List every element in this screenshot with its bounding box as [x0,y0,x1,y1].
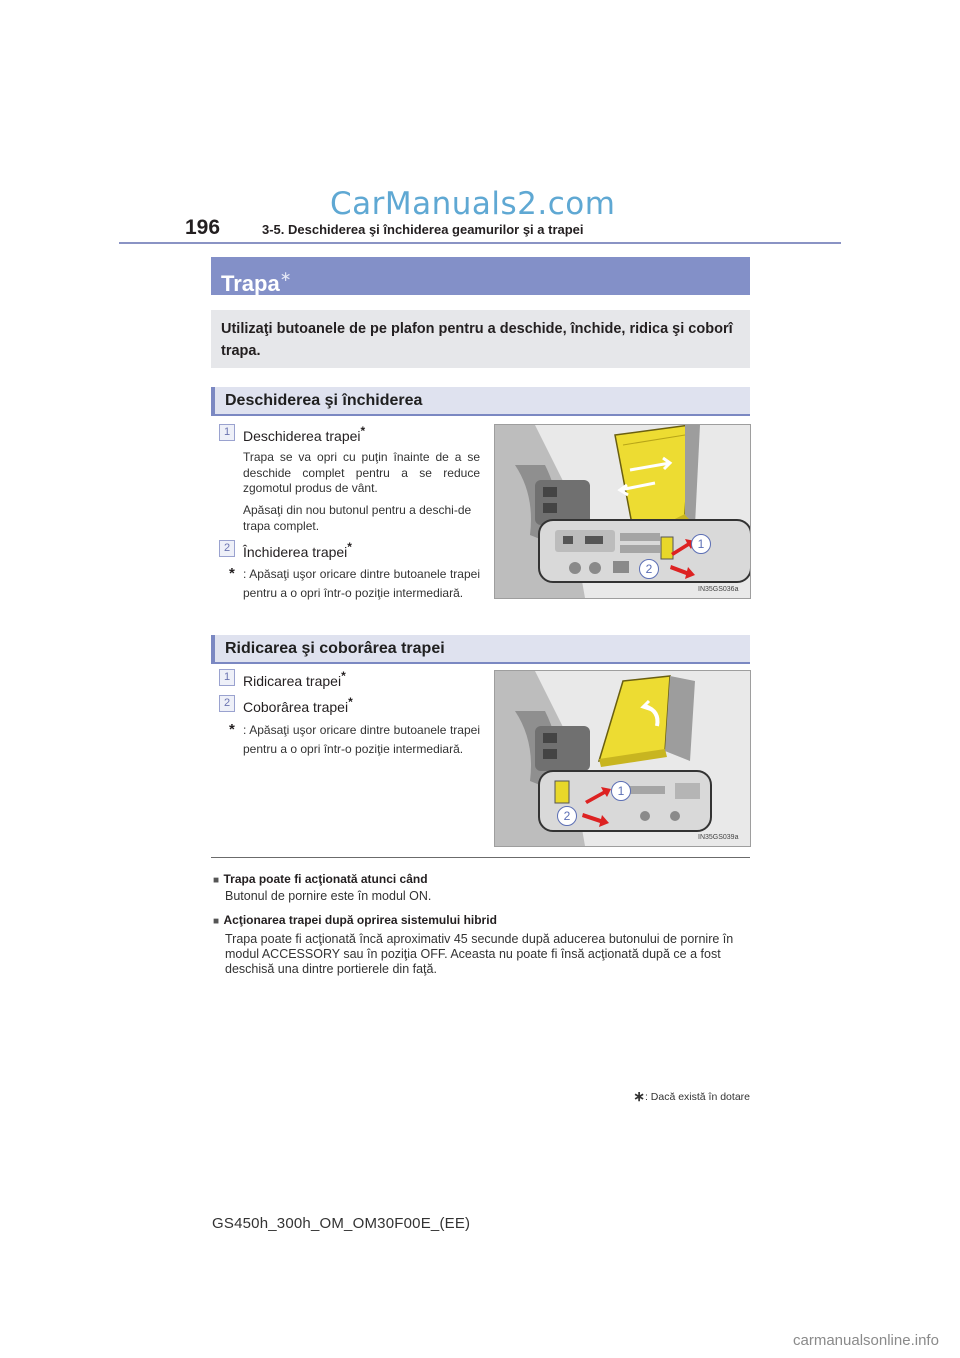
watermark-logo: CarManuals2.com [330,186,616,222]
item-number-badge: 2 [219,540,235,557]
item-label-close: Închiderea trapei* [243,540,352,560]
overhead-console-illustration [495,671,750,846]
item-description: Apăsaţi din nou butonul pentru a deschi-de trapa complet. [243,503,472,533]
callout-2: 2 [639,559,659,579]
page-title-text: Trapa [221,271,280,296]
figure-tilt-buttons [494,670,751,847]
square-bullet-icon: ■ [213,916,220,927]
item-label-tilt-up: Ridicarea trapei* [243,669,346,689]
figure-open-close-buttons [494,424,751,599]
header-rule [119,242,841,244]
intro-text: Utilizaţi butoanele de pe plafon pentru a deschide, închide, ridica şi coborî trapa. [211,310,750,368]
note-section-2 [213,911,497,929]
note-body: Butonul de pornire este în modul ON. [225,889,432,903]
manual-code: GS450h_300h_OM_OM30F00E_(EE) [212,1215,471,1232]
item-number-badge: 1 [219,669,235,686]
note-intermediate-stop: * : Apăsaţi uşor oricare dintre butoanele trapei pentru a o opri într-o poziţie intermediară. [229,565,480,600]
figure-code: IN35GS036a [698,586,739,593]
note-body: Trapa poate fi acţionată încă aproximativ 45 secunde după aducerea butonului de pornire în modul ACCESSORY sau în poziţia OFF. Aceasta nu poate fi însă acţionată după ce a fost deschisă una dintre portierele din faţă. [225,932,734,976]
callout-2: 2 [557,806,577,826]
page-title [211,257,750,295]
running-header: 3-5. Deschiderea şi închiderea geamurilor şi a trapei [262,222,584,237]
note-heading: Trapa poate fi acţionată atunci când [223,872,428,886]
watermark-bottom: carmanualsonline.info [793,1332,939,1349]
note-heading: Acţionarea trapei după oprirea sistemului hibrid [223,913,497,927]
figure-code: IN35GS039a [698,834,739,841]
callout-1: 1 [691,534,711,554]
item-description: Trapa se va opri cu puţin înainte de a se deschide complet pentru a se reduce zgomotul produs de vânt. [243,450,480,495]
note-intermediate-stop: * : Apăsaţi uşor oricare dintre butoanele trapei pentru a o opri într-o poziţie intermediară. [229,721,480,756]
note-star: * [229,721,235,738]
footnote: ∗: Dacă există în dotare [633,1088,750,1104]
item-number-badge: 2 [219,695,235,712]
notes-divider [211,857,750,858]
page-number: 196 [185,216,221,239]
item-number-badge: 1 [219,424,235,441]
square-bullet-icon: ■ [213,875,220,886]
note-section-1 [213,870,428,888]
section-heading-opening: Deschiderea şi închiderea [211,387,750,414]
callout-1: 1 [611,781,631,801]
overhead-console-illustration [495,425,750,598]
optional-marker: ∗ [279,268,292,284]
note-star: * [229,565,235,582]
item-label-tilt-down: Coborârea trapei* [243,695,353,715]
item-label-open: Deschiderea trapei* [243,424,366,444]
section-heading-tilt: Ridicarea şi coborârea trapei [211,635,750,662]
